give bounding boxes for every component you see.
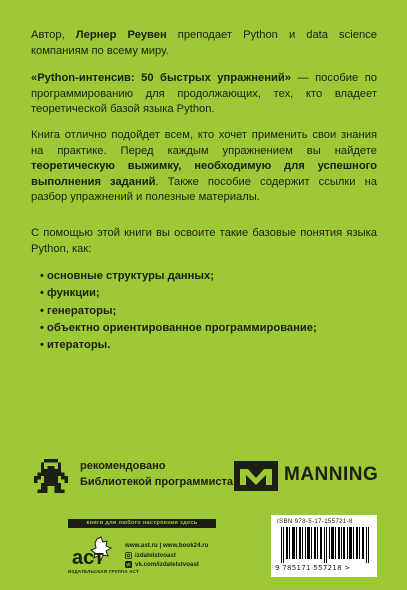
contact-vk-text: vk.com/izdatelstvoast <box>135 561 199 568</box>
slogan-bar: книги для любого настроения здесь <box>68 519 216 528</box>
book-title: «Python-интенсив: 50 быстрых упражнений» <box>31 72 291 84</box>
author-text-2: преподает Python и data science компаниям по всему миру. <box>31 29 377 57</box>
ast-caption: ИЗДАТЕЛЬСКАЯ ГРУППА АСТ <box>68 569 139 574</box>
pixel-robot-icon <box>34 459 68 493</box>
manning-mark-icon <box>234 461 278 491</box>
contact-vk <box>125 560 208 570</box>
recommendation-line1: рекомендовано <box>80 460 166 472</box>
contact-web <box>125 541 208 551</box>
book-summary-paragraph <box>31 71 377 118</box>
list-item: • объектно ориентированное программирование; <box>40 320 317 337</box>
audience-highlight: теоретическую выжимку, необходимую для успешного выполнения заданий <box>31 160 377 188</box>
barcode-bars <box>281 527 371 563</box>
instagram-icon <box>125 552 132 559</box>
ast-logo-text: аст <box>72 547 105 568</box>
list-item: • основные структуры данных; <box>40 268 317 285</box>
publisher-contacts <box>125 541 208 570</box>
recommendation-row <box>34 458 379 494</box>
list-item: • функции; <box>40 285 317 302</box>
contact-web-text: www.ast.ru | www.book24.ru <box>125 542 209 549</box>
book-summary-text: — пособие по программированию для продолжающих, тех, кто владеет теоретической базой языка Python. <box>31 72 377 116</box>
recommendation-text <box>80 458 233 490</box>
list-item: • генераторы; <box>40 303 317 320</box>
isbn-label: ISBN 978-5-17-155721-8 <box>277 518 353 525</box>
barcode-box <box>271 515 377 577</box>
list-item: • итераторы. <box>40 337 317 354</box>
book-audience-paragraph <box>31 128 377 206</box>
vk-icon <box>125 561 132 568</box>
recommendation-line2: Библиотекой программиста <box>80 476 233 488</box>
contact-instagram <box>125 551 208 561</box>
topics-intro: С помощью этой книги вы освоите такие базовые понятия языка Python, как: <box>31 227 377 255</box>
ast-logo-icon <box>70 536 112 568</box>
author-paragraph <box>31 28 377 59</box>
barcode-number: 9 785171 557218 > <box>275 564 351 572</box>
manning-wordmark: MANNING <box>284 464 379 485</box>
contact-instagram-text: izdatelstvoast <box>135 551 176 559</box>
topics-list <box>40 268 317 354</box>
audience-text-1: Книга отлично подойдет всем, кто хочет применить свои знания на практике. Перед каждым упражнением вы найдете <box>31 129 377 157</box>
audience-text-2: . Также пособие содержит ссылки на разбор упражнений и полезные материалы. <box>31 175 377 204</box>
author-name: Лернер Реувен <box>75 29 167 41</box>
author-text-1: Автор, <box>31 29 76 41</box>
